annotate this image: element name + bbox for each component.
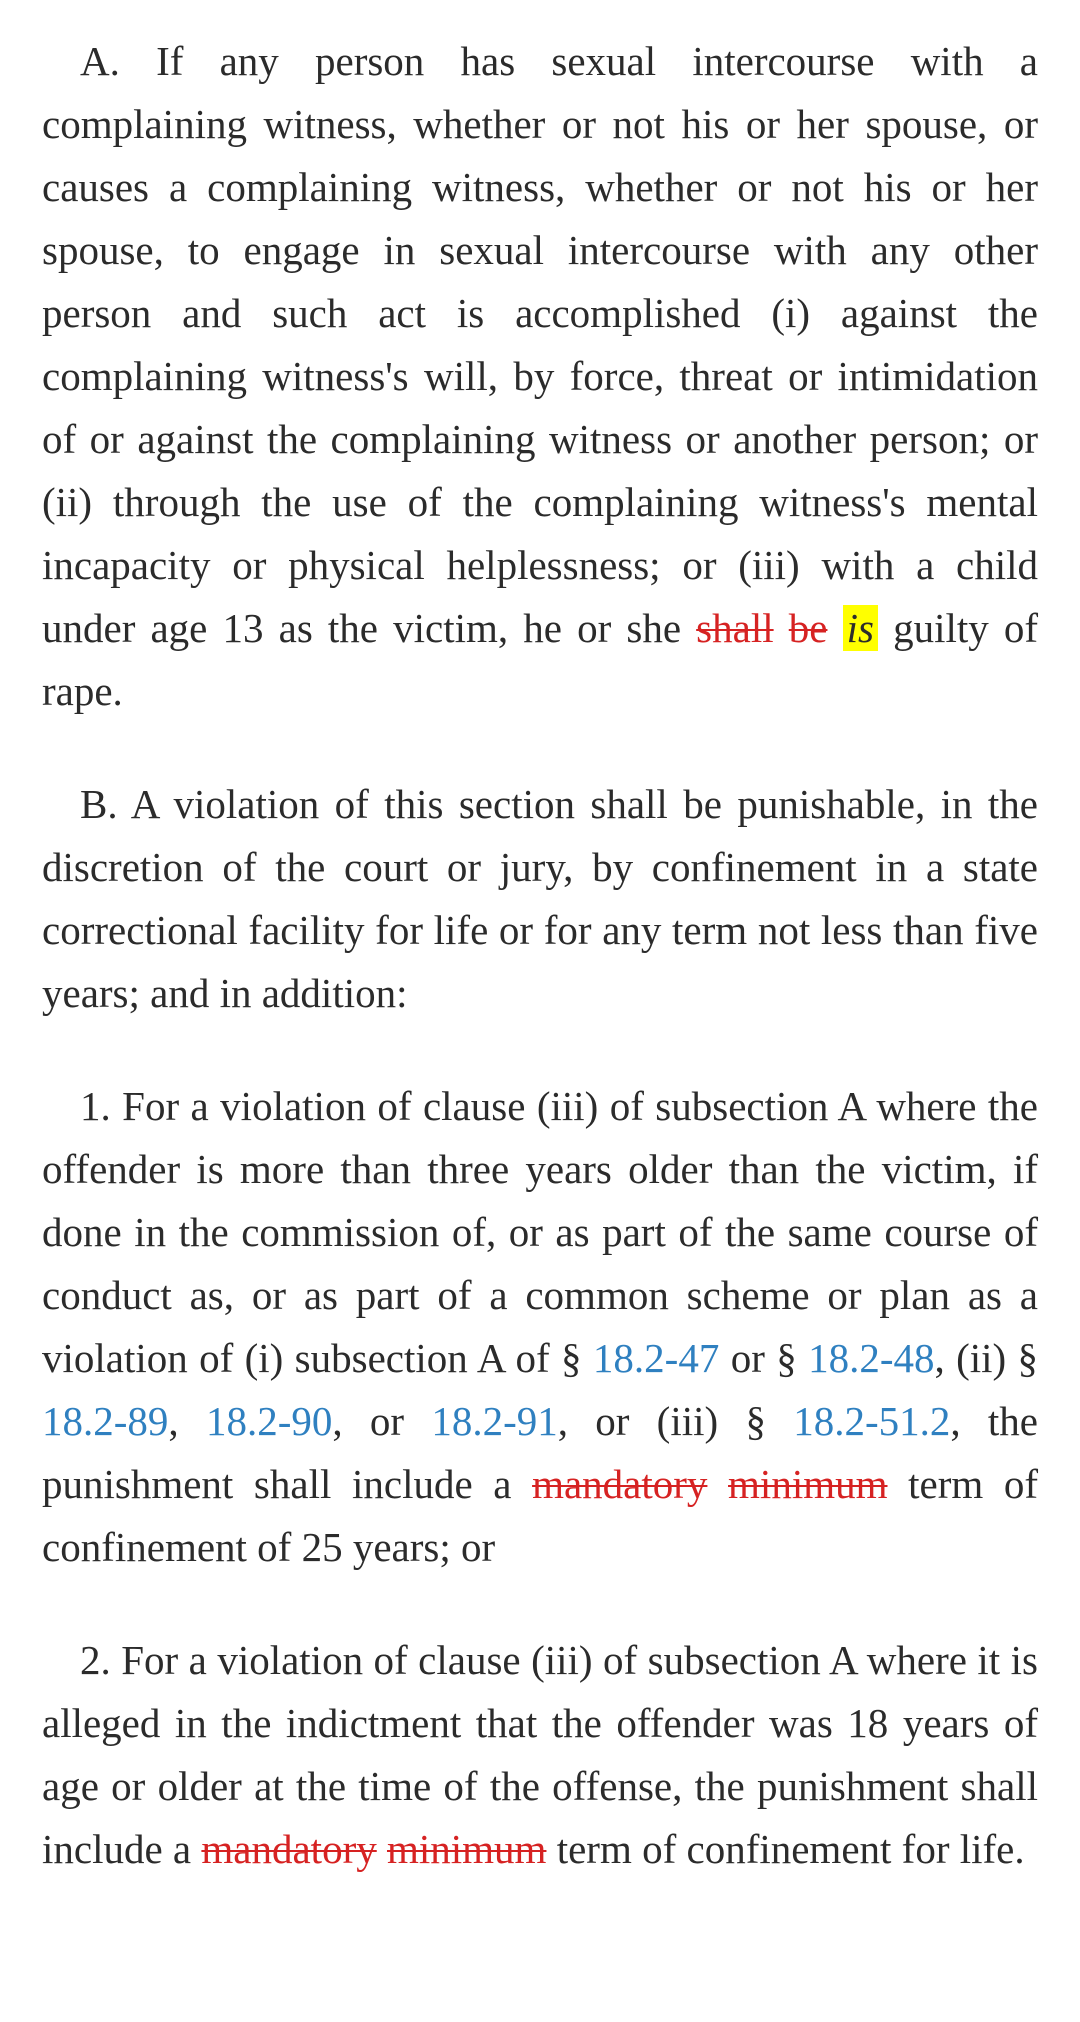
- item-2: [42, 1629, 1038, 1881]
- paragraph-b-text: B. A violation of this section shall be punishable, in the discretion of the court or jury, by confinement in a state correctional facility for life or for any term not less than five years; and in addition:: [42, 781, 1038, 1016]
- item-1-text-1: 1. For a violation of clause (iii) of subsection A where the offender is more than three years older than the victim, if done in the commission of, or as part of the same course of conduct as, or as part of a common scheme or plan as a violation of (i) subsection A of §: [42, 1083, 1038, 1381]
- item-1-text-3: , (ii) §: [934, 1335, 1039, 1381]
- item-2-text-1: 2. For a violation of clause (iii) of subsection A where it is alleged in the indictment that the offender was 18 years of age or older at the time of the offense, the punishment shall include a: [42, 1637, 1038, 1872]
- item-2-text-2: term of confinement for life.: [556, 1826, 1025, 1872]
- inserted-word-is: is: [843, 605, 878, 651]
- statute-link-18-2-48[interactable]: 18.2-48: [808, 1335, 935, 1381]
- statute-link-18-2-90[interactable]: 18.2-90: [205, 1398, 333, 1444]
- item-1-text-5: , or: [332, 1398, 405, 1444]
- item-1-text-4: ,: [168, 1398, 179, 1444]
- statute-link-18-2-89[interactable]: 18.2-89: [42, 1398, 169, 1444]
- item-1-text-7: , the punishment shall include a: [42, 1398, 1039, 1507]
- paragraph-a-tail: guilty of rape.: [42, 605, 1039, 714]
- statute-link-18-2-51-2[interactable]: 18.2-51.2: [793, 1398, 951, 1444]
- deleted-word-be: be: [788, 605, 828, 651]
- item-1: [42, 1075, 1038, 1579]
- deleted-word-shall: shall: [696, 605, 774, 651]
- deleted-word-minimum: minimum: [386, 1826, 547, 1872]
- deleted-word-minimum: minimum: [728, 1461, 888, 1507]
- deleted-word-mandatory: mandatory: [201, 1826, 377, 1872]
- item-1-text-6: , or (iii) §: [557, 1398, 766, 1444]
- item-1-text-2: or §: [730, 1335, 797, 1381]
- deleted-word-mandatory: mandatory: [532, 1461, 708, 1507]
- statute-link-18-2-47[interactable]: 18.2-47: [592, 1335, 720, 1381]
- paragraph-a-text: A. If any person has sexual intercourse with a complaining witness, whether or not his or her spouse, or causes a complaining witness, whether or not his or her spouse, to engage in sexual intercourse with any other person and such act is accomplished (i) against the complaining witness's will, by force, threat or intimidation of or against the complaining witness or another person; or (ii) through the use of the complaining witness's mental incapacity or physical helplessness; or (iii) with a child under age 13 as the victim, he or she: [42, 38, 1038, 651]
- item-1-text-8: term of confinement of 25 years; or: [42, 1461, 1039, 1570]
- paragraph-b: [42, 773, 1038, 1025]
- paragraph-a: [42, 30, 1038, 723]
- statute-link-18-2-91[interactable]: 18.2-91: [431, 1398, 558, 1444]
